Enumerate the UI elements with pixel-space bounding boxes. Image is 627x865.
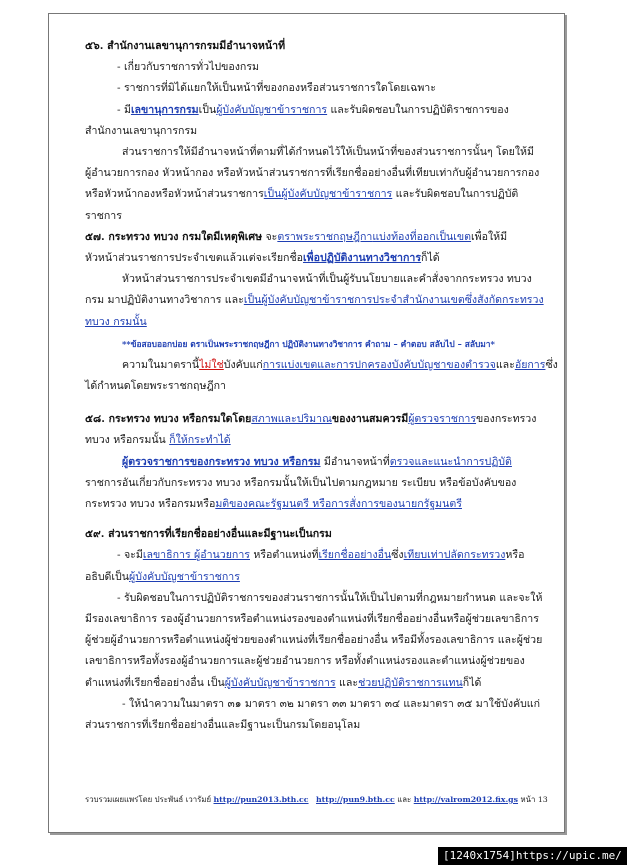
section-59-item-2-line-3: ผู้ช่วยผู้อำนวยการหรือตำแหน่งผู้ช่วยของตำแหน่งที่เรียกชื่ออย่างอื่น หรือมีทั้งรองเลขาธิการ และผู้ช่วย xyxy=(85,634,543,647)
link-inspect-advise[interactable]: ตรวจและแนะนำการปฏิบัติ xyxy=(389,455,512,468)
link-commander[interactable]: ผู้บังคับบัญชาข้าราชการ xyxy=(216,103,328,116)
link-commander-3[interactable]: ผู้บังคับบัญชาข้าราชการ xyxy=(129,570,240,583)
text: ก็ได้ xyxy=(421,252,440,265)
text: ของกระทรวง xyxy=(476,413,537,426)
page-number: 13 xyxy=(537,795,548,804)
section-56-para-line-3 xyxy=(85,184,570,205)
text: - จะมี xyxy=(117,549,143,562)
section-59-heading: ๕๙. ส่วนราชการที่เรียกชื่ออย่างอื่นและมีฐานะเป็นกรม xyxy=(85,528,332,541)
section-57-line-2 xyxy=(85,248,570,269)
link-may-do[interactable]: ก็ให้กระทำได้ xyxy=(169,434,231,447)
text: ซึ่ง xyxy=(391,549,404,562)
text: จะ xyxy=(262,230,278,243)
text: ซึ่ง xyxy=(545,358,558,371)
section-57-para-line-3 xyxy=(85,312,570,333)
link-ministry-inspector[interactable]: ผู้ตรวจราชการของกระทรวง ทบวง หรือกรม xyxy=(122,455,321,468)
section-56-para-line-4: ราชการ xyxy=(85,209,122,222)
text: มีอำนาจหน้าที่ xyxy=(320,455,390,468)
section-56-item-2: - ราชการที่มิได้แยกให้เป็นหน้าที่ของกองหรือส่วนราชการใดโดยเฉพาะ xyxy=(117,82,436,95)
section-57-para2-line-1 xyxy=(85,355,570,376)
section-59-item-2-line-5 xyxy=(85,673,570,694)
exam-note: **ข้อสอบออกบ่อย ตราเป็นพระราชกฤษฎีกา ปฏิบัติงานทางวิชาการ คำถาม – คำตอบ สลับไป – สลับมา* xyxy=(122,338,495,349)
section-57-para-line-2 xyxy=(85,290,570,311)
section-56-para-line-1: ส่วนราชการให้มีอำนาจหน้าที่ตามที่ได้กำหนดไว้ให้เป็นหน้าที่ของส่วนราชการนั้นๆ โดยให้มี xyxy=(122,146,534,159)
text: หรือหัวหน้ากองหรือหัวหน้าส่วนราชการ xyxy=(85,188,264,201)
section-59-item-1 xyxy=(85,545,570,566)
footer-link-pun9[interactable]: http://pun9.bth.cc xyxy=(315,795,395,804)
text: ตำแหน่งที่เรียกชื่ออย่างอื่น เป็น xyxy=(85,676,225,689)
text: หรือ xyxy=(505,549,525,562)
link-secretary-department[interactable]: เลขานุการกรม xyxy=(130,103,199,116)
section-58-para-line-3 xyxy=(85,494,570,515)
link-academic-work[interactable]: เพื่อปฏิบัติงานทางวิชาการ xyxy=(303,252,422,265)
section-56-heading: ๕๖. สำนักงานเลขานุการกรมมีอำนาจหน้าที่ xyxy=(85,40,286,52)
text: ของงานสมควรมี xyxy=(331,413,409,426)
text: ทบวง หรือกรมนั้น xyxy=(85,434,170,447)
link-inspector[interactable]: ผู้ตรวจราชการ xyxy=(408,413,477,426)
section-59-item-3-line-1: - ให้นำความในมาตรา ๓๑ มาตรา ๓๒ มาตรา ๓๓ มาตรา ๓๔ และมาตรา ๓๕ มาใช้บังคับแก่ xyxy=(122,697,541,710)
section-59-item-1-cont xyxy=(85,567,570,588)
footer-link-pun2013[interactable]: http://pun2013.bth.cc xyxy=(213,795,309,804)
link-cabinet-resolution[interactable]: มติของคณะรัฐมนตรี หรือการสั่งการของนายกรัฐมนตรี xyxy=(215,498,462,511)
text: ความในมาตรานี้ xyxy=(122,358,200,371)
text: เป็น xyxy=(198,103,217,116)
link-prosecutor[interactable]: อัยการ xyxy=(514,358,546,371)
link-nature-volume[interactable]: สภาพและปริมาณ xyxy=(251,413,332,426)
document-body xyxy=(85,36,570,736)
section-57-heading xyxy=(85,227,570,248)
link-act-on-behalf[interactable]: ช่วยปฏิบัติราชการแทน xyxy=(358,676,463,689)
section-59-item-2-line-4: เลขาธิการหรือทั้งรองผู้อำนวยการและผู้ช่วยอำนวยการ หรือทั้งตำแหน่งรองและตำแหน่งผู้ช่วยของ xyxy=(85,655,525,668)
text: - มี xyxy=(117,103,131,116)
section-56-item-3-cont: สำนักงานเลขานุการกรม xyxy=(85,124,198,137)
section-56-item-1: - เกี่ยวกับราชการทั่วไปของกรม xyxy=(117,61,260,74)
link-police-division[interactable]: การแบ่งเขตและการปกครองบังคับบัญชาของตำรวจ xyxy=(262,358,496,371)
section-59-item-2-line-2: มีรองเลขาธิการ รองผู้อำนวยการหรือตำแหน่งรองของตำแหน่งที่เรียกชื่ออย่างอื่นหรือผู้ช่วยเลขาธิการ xyxy=(85,613,539,626)
page-footer xyxy=(85,794,565,806)
text: หัวหน้าส่วนราชการประจำเขตแล้วแต่จะเรียกชื่อ xyxy=(85,252,304,265)
text: เพื่อให้มี xyxy=(471,230,508,243)
section-58-para-line-1 xyxy=(85,452,570,473)
section-58-para-line-2: ราชการอันเกี่ยวกับกระทรวง ทบวง หรือกรมนั้นให้เป็นไปตามกฎหมาย ระเบียบ หรือข้อบังคับของ xyxy=(85,476,517,489)
text: ๕๗. กระทรวง ทบวง กรมใดมีเหตุพิเศษ xyxy=(85,230,263,243)
section-59-item-3-line-2: ส่วนราชการที่เรียกชื่ออย่างอื่นและมีฐานะเป็นกรมโดยอนุโลม xyxy=(85,719,361,732)
image-host-watermark: [1240x1754]https://upic.me/ xyxy=(438,847,627,865)
section-56-para-line-2: ผู้อำนวยการกอง หัวหน้ากอง หรือหัวหน้าส่วนราชการที่เรียกชื่ออย่างอื่นที่เทียบเท่ากับผู้อำนวยการกอง xyxy=(85,167,540,180)
link-royal-decree[interactable]: ตราพระราชกฤษฎีกา xyxy=(277,230,373,243)
footer-page-label: หน้า xyxy=(520,795,538,804)
link-district-commander[interactable]: เป็นผู้บังคับบัญชาข้าราชการประจำสำนักงานเขตซึ่งสังกัดกระทรวง xyxy=(243,294,544,307)
link-divide-area[interactable]: แบ่งท้องที่ออกเป็นเขต xyxy=(372,230,472,243)
link-ministry-dept[interactable]: ทบวง กรมนั้น xyxy=(85,315,147,328)
text: กรม มาปฏิบัติงานทางวิชาการ และ xyxy=(85,294,244,307)
text: บังคับแก่ xyxy=(223,358,263,371)
section-57-para2-line-2: ได้กำหนดโดยพระราชกฤษฎีกา xyxy=(85,380,226,393)
link-commander-4[interactable]: ผู้บังคับบัญชาข้าราชการ xyxy=(224,676,336,689)
link-other-name[interactable]: เรียกชื่ออย่างอื่น xyxy=(318,549,392,562)
text: หรือตำแหน่งที่ xyxy=(250,549,319,562)
highlight-not: ไม่ใช่ xyxy=(199,358,224,371)
text: ก็ได้ xyxy=(462,676,482,689)
link-commander-2[interactable]: เป็นผู้บังคับบัญชาข้าราชการ xyxy=(263,188,393,201)
text: อธิบดีเป็น xyxy=(85,570,130,583)
text: และ xyxy=(335,676,359,689)
footer-credit: รวบรวมเผยแพร่โดย ประพันธ์ เวารัมย์ xyxy=(85,795,214,804)
section-58-line-2 xyxy=(85,430,570,451)
text: กระทรวง ทบวง หรือกรมหรือ xyxy=(85,498,216,511)
section-56-item-3 xyxy=(85,100,570,121)
text: และ xyxy=(495,358,515,371)
link-equiv-permanent-secretary[interactable]: เทียบเท่าปลัดกระทรวง xyxy=(403,549,506,562)
footer-and: และ xyxy=(397,795,414,804)
link-secretary-general[interactable]: เลขาธิการ ผู้อำนวยการ xyxy=(142,549,250,562)
section-58-heading xyxy=(85,409,570,430)
text: และรับผิดชอบในการปฏิบัติราชการของ xyxy=(327,103,509,116)
text: ๕๘. กระทรวง ทบวง หรือกรมใดโดย xyxy=(85,413,252,426)
section-57-para-line-1: หัวหน้าส่วนราชการประจำเขตมีอำนาจหน้าที่เป็นผู้รับนโยบายและคำสั่งจากกระทรวง ทบวง xyxy=(122,273,532,286)
section-59-item-2-line-1: - รับผิดชอบในการปฏิบัติราชการของส่วนราชการนั้นให้เป็นไปตามที่กฎหมายกำหนด และจะให้ xyxy=(117,591,543,604)
text: และรับผิดชอบในการปฏิบัติ xyxy=(392,188,519,201)
footer-link-valrom[interactable]: http://valrom2012.fix.gs xyxy=(413,795,519,804)
